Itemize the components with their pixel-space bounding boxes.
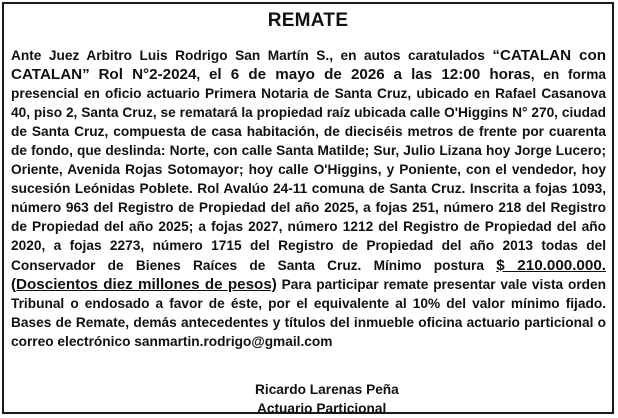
body-conditions: Para participar remate presentar vale vista orden Tribunal o endosado a favor de éste, por el equivalente al 10% del valor mínimo fijado. Bases de Remate, demás antecedentes y títulos del inmueble oficina actuario particional o correo electrónico sanmartin.rodrigo@gmail.com	[11, 276, 606, 349]
signature-name: Ricardo Larenas Peña	[255, 382, 399, 397]
notice-title: REMATE	[267, 10, 349, 31]
case-name: “CATALAN con CATALAN”	[11, 47, 607, 84]
signature-block	[255, 380, 399, 418]
notice-body	[11, 46, 606, 351]
body-property-description: , en forma presencial en oficio actuario Primera Notaria de Santa Cruz, ubicado en Rafael Casanova 40, piso 2, Santa Cruz, se rematará la propiedad raíz ubicada calle O'Higgins N° 270, ciudad de Santa Cruz, compuesta de casa habitación, de dieciséis metros de frente por cuarenta de fondo, que deslinda: Norte, con calle Santa Matilde; Sur, Julio Lizana hoy Jorge Lucero; Oriente, Avenida Rojas Sotomayor; hoy calle O'Higgins, y Poniente, con el vendedor, hoy sucesión Leónidas Poblete. Rol Avalúo 24-11 comuna de Santa Cruz. Inscrita a fojas 1093, número 963 del Registro de Propiedad del año 2025, a fojas 251, número 218 del Registro de Propiedad del año 2025; a fojas 2027, número 1212 del Registro de Propiedad del año 2020, a fojas 2273, número 1715 del Registro de Propiedad del año 2013 todas del Conservador de Bienes Raíces de Santa Cruz. Mínimo postura	[11, 67, 606, 273]
minimum-bid: $ 210.000.000. (Doscientos diez millones de pesos)	[11, 256, 606, 293]
case-rol: Rol N°2-2024	[98, 66, 197, 84]
body-intro: Ante Juez Arbitro Luis Rodrigo San Martín S., en autos caratulados	[11, 48, 493, 63]
remate-notice	[2, 2, 614, 414]
body-spacer-2: ,	[196, 67, 209, 83]
auction-date: el 6 de mayo de 2026	[208, 66, 385, 84]
signature-role: Actuario Particional	[257, 401, 387, 416]
auction-time: a las 12:00 horas	[393, 66, 531, 84]
